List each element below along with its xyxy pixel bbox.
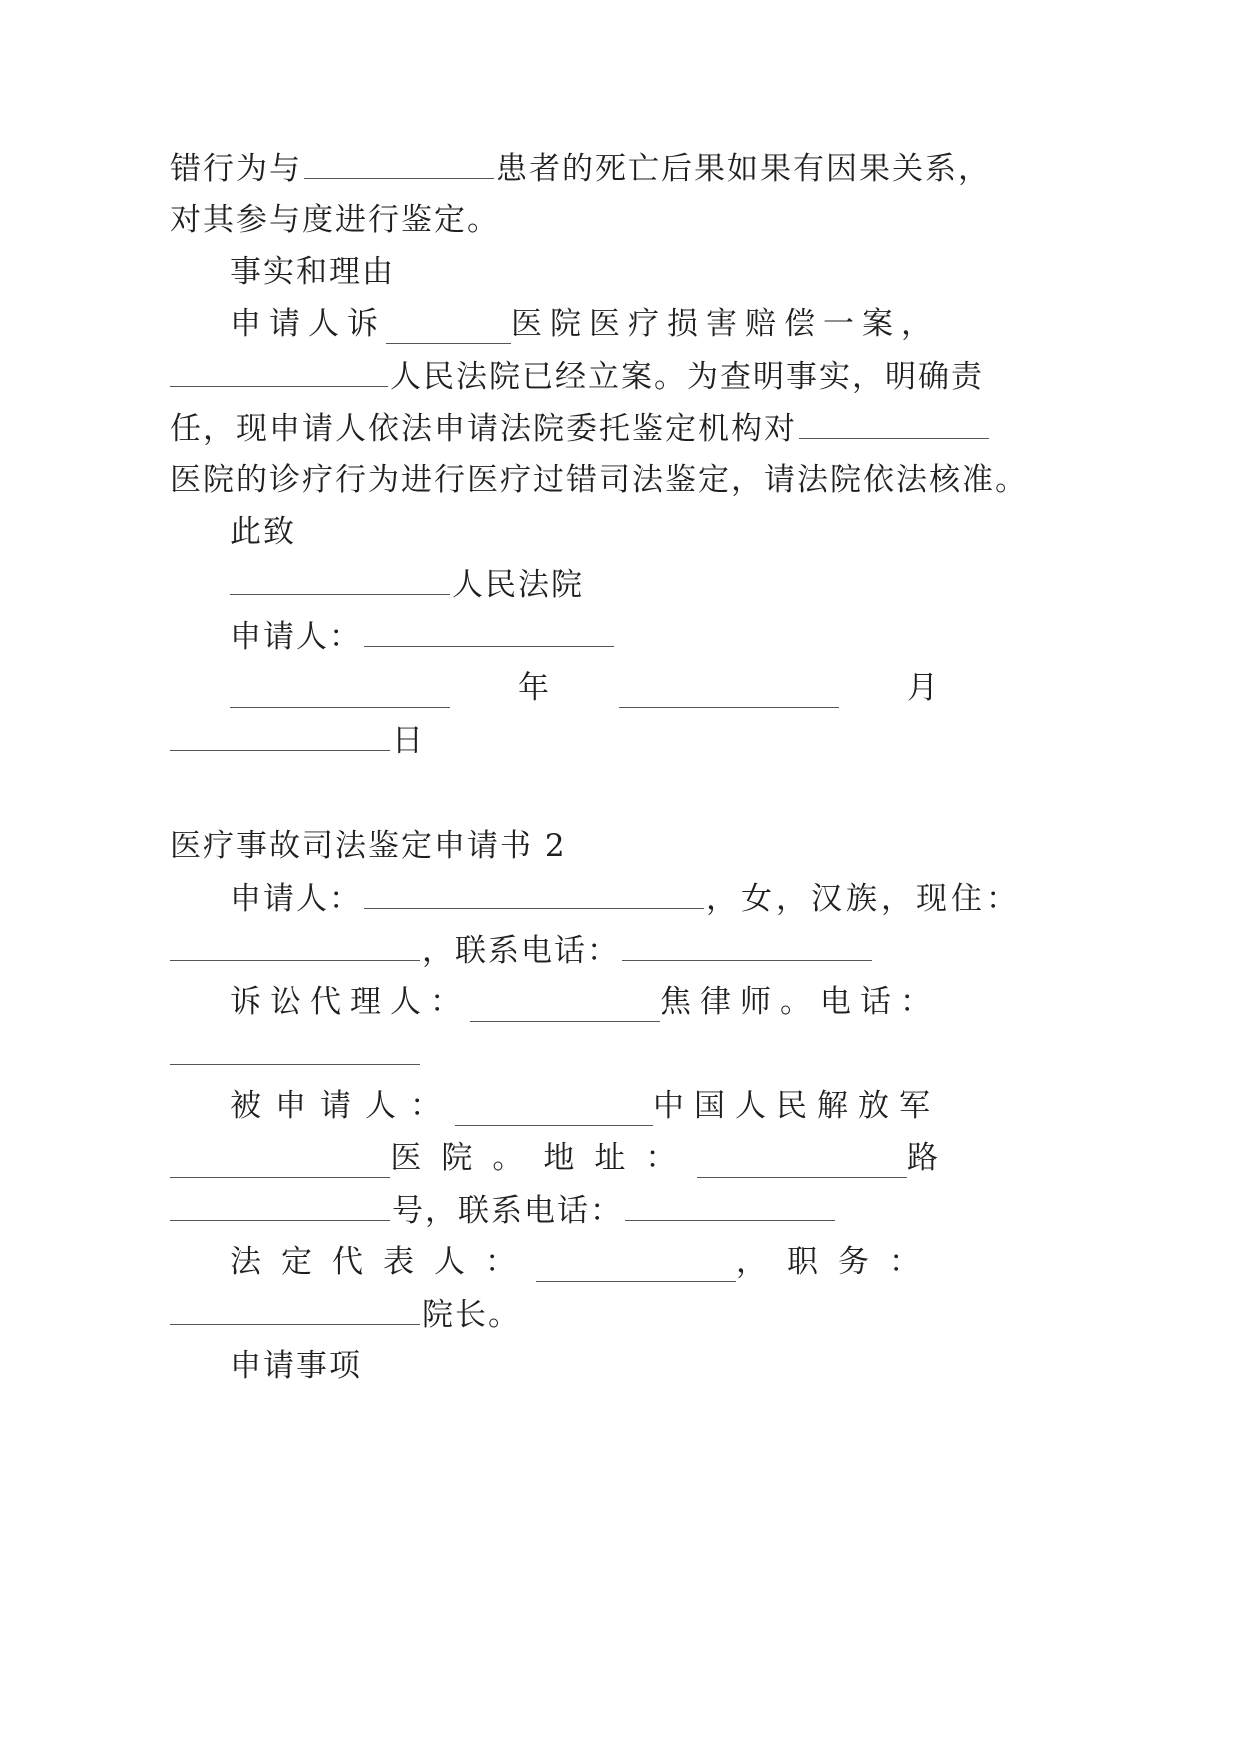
text-line [170,356,984,397]
court-name: 人民法院 [452,567,584,603]
fill-blank [304,148,494,179]
text-line [170,1190,837,1231]
text-line [230,512,296,552]
text-line [170,1138,940,1178]
fill-blank [230,564,450,595]
applicant-signature-label: 申请人： [230,619,362,655]
closing-text: 此致 [230,514,296,550]
text-segment: 医院医疗损害赔偿一案， [511,306,940,342]
text-segment: 院长。 [422,1297,521,1333]
text-line [230,1086,940,1126]
fill-blank [625,1190,835,1221]
fill-blank [622,930,872,961]
fill-blank [386,313,511,344]
day-label: 日 [392,723,425,759]
text-line [230,564,584,605]
text-line [230,616,616,657]
position-label: ，职务： [736,1244,940,1280]
text-segment: 焦律师。电话： [660,984,940,1020]
fill-blank [697,1147,907,1178]
text-segment: 对其参与度进行鉴定。 [170,202,500,238]
text-segment: 医院。地址： [390,1140,697,1176]
section-heading [230,1346,362,1386]
fill-blank [364,616,614,647]
section-heading [230,252,395,292]
text-line [230,878,1021,919]
text-segment: 申请人诉 [230,306,386,342]
date-line [230,668,940,708]
text-line [170,148,991,189]
fill-blank [799,408,989,439]
text-line [230,1242,940,1282]
fill-blank [170,930,420,961]
text-line [170,460,1028,500]
fill-blank [170,1034,420,1065]
fill-blank [170,1190,390,1221]
text-segment: 错行为与 [170,151,302,187]
text-segment: ，女，汉族，现住： [706,881,1021,917]
fill-blank [455,1095,653,1126]
text-segment: 中国人民解放军 [653,1088,940,1124]
year-label: 年 [518,670,551,706]
facts-heading: 事实和理由 [230,254,395,290]
text-segment: 路 [906,1140,940,1176]
fill-blank [364,878,704,909]
legal-rep-label: 法定代表人： [230,1244,536,1280]
text-segment: 任，现申请人依法申请法院委托鉴定机构对 [170,411,797,447]
text-line [170,408,991,449]
matters-heading: 申请事项 [230,1348,362,1384]
fill-blank [230,677,450,708]
respondent-label: 被申请人： [230,1088,455,1124]
phone-label: ，联系电话： [422,933,620,969]
fill-blank [170,1294,420,1325]
text-line [170,200,500,240]
text-segment: 号，联系电话： [392,1193,623,1229]
text-line [170,1294,521,1335]
text-line [170,720,425,761]
fill-blank [619,677,839,708]
fill-blank [536,1251,736,1282]
text-line [230,982,940,1022]
applicant-label: 申请人： [230,881,362,917]
fill-blank [170,1147,390,1178]
document-title [170,826,567,866]
fill-blank [470,991,660,1022]
month-label: 月 [907,670,940,706]
text-line [230,304,940,344]
agent-label: 诉讼代理人： [230,984,470,1020]
fill-blank [170,356,388,387]
text-line [170,1034,422,1075]
title-text: 医疗事故司法鉴定申请书 2 [170,828,567,864]
fill-blank [170,720,390,751]
text-segment: 医院的诊疗行为进行医疗过错司法鉴定，请法院依法核准。 [170,462,1028,498]
text-segment: 人民法院已经立案。为查明事实，明确责 [390,359,984,395]
text-line [170,930,874,971]
text-segment: 患者的死亡后果如果有因果关系， [496,151,991,187]
